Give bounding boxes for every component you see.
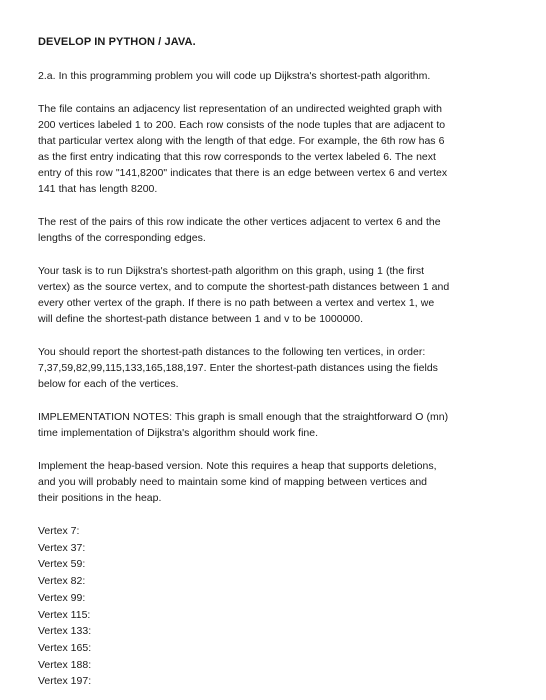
- paragraph-line: and you will probably need to maintain some kind of mapping between vertices and: [38, 476, 427, 488]
- vertex-label: Vertex 59:: [38, 558, 86, 571]
- paragraph-line: IMPLEMENTATION NOTES: This graph is small enough that the straightforward O (mn): [38, 411, 449, 423]
- vertex-label: Vertex 197:: [38, 675, 92, 688]
- vertex-label: Vertex 188:: [38, 658, 92, 671]
- paragraph-6: [38, 409, 514, 441]
- paragraph-line: 2.a. In this programming problem you will code up Dijkstra's shortest-path algorithm.: [38, 70, 431, 82]
- paragraph-2: [38, 101, 514, 197]
- paragraph-line: 200 vertices labeled 1 to 200. Each row consists of the node tuples that are adjacent to: [38, 119, 446, 131]
- paragraph-7: [38, 458, 514, 506]
- vertex-label: Vertex 133:: [38, 625, 92, 638]
- vertex-list: [38, 523, 514, 690]
- paragraph-line: Implement the heap-based version. Note this requires a heap that supports deletions,: [38, 460, 437, 472]
- paragraph-line: The file contains an adjacency list representation of an undirected weighted graph with: [38, 103, 442, 115]
- paragraph-line: time implementation of Dijkstra's algorithm should work fine.: [38, 427, 319, 439]
- problem-description: [38, 68, 514, 506]
- paragraph-line: their positions in the heap.: [38, 492, 162, 504]
- vertex-label: Vertex 99:: [38, 591, 86, 604]
- page-title: DEVELOP IN PYTHON / JAVA.: [38, 36, 196, 48]
- vertex-label: Vertex 82:: [38, 575, 86, 588]
- vertex-label: Vertex 115:: [38, 608, 91, 621]
- paragraph-line: 141 that has length 8200.: [38, 183, 158, 195]
- paragraph-line: as the first entry indicating that this row corresponds to the vertex labeled 6. The next: [38, 151, 436, 163]
- paragraph-line: lengths of the corresponding edges.: [38, 232, 206, 244]
- paragraph-line: vertex) as the source vertex, and to compute the shortest-path distances between 1 and: [38, 281, 450, 293]
- problem-document: [38, 34, 514, 690]
- paragraph-line: Your task is to run Dijkstra's shortest-path algorithm on this graph, using 1 (the first: [38, 265, 425, 277]
- paragraph-line: entry of this row "141,8200" indicates that there is an edge between vertex 6 and vertex: [38, 167, 448, 179]
- paragraph-line: every other vertex of the graph. If there is no path between a vertex and vertex 1, we: [38, 297, 435, 309]
- paragraph-1: [38, 68, 514, 84]
- paragraph-line: The rest of the pairs of this row indicate the other vertices adjacent to vertex 6 and the: [38, 216, 441, 228]
- vertex-label: Vertex 37:: [38, 541, 86, 554]
- paragraph-line: that particular vertex along with the length of that edge. For example, the 6th row has 6: [38, 135, 445, 147]
- paragraph-line: 7,37,59,82,99,115,133,165,188,197. Enter the shortest-path distances using the fields: [38, 362, 438, 374]
- paragraph-3: [38, 214, 514, 246]
- paragraph-line: You should report the shortest-path distances to the following ten vertices, in order:: [38, 346, 426, 358]
- vertex-label: Vertex 165:: [38, 641, 92, 654]
- paragraph-line: will define the shortest-path distance between 1 and v to be 1000000.: [38, 313, 364, 325]
- vertex-label: Vertex 7:: [38, 525, 80, 537]
- paragraph-4: [38, 263, 514, 327]
- paragraph-line: below for each of the vertices.: [38, 378, 179, 390]
- paragraph-5: [38, 344, 514, 392]
